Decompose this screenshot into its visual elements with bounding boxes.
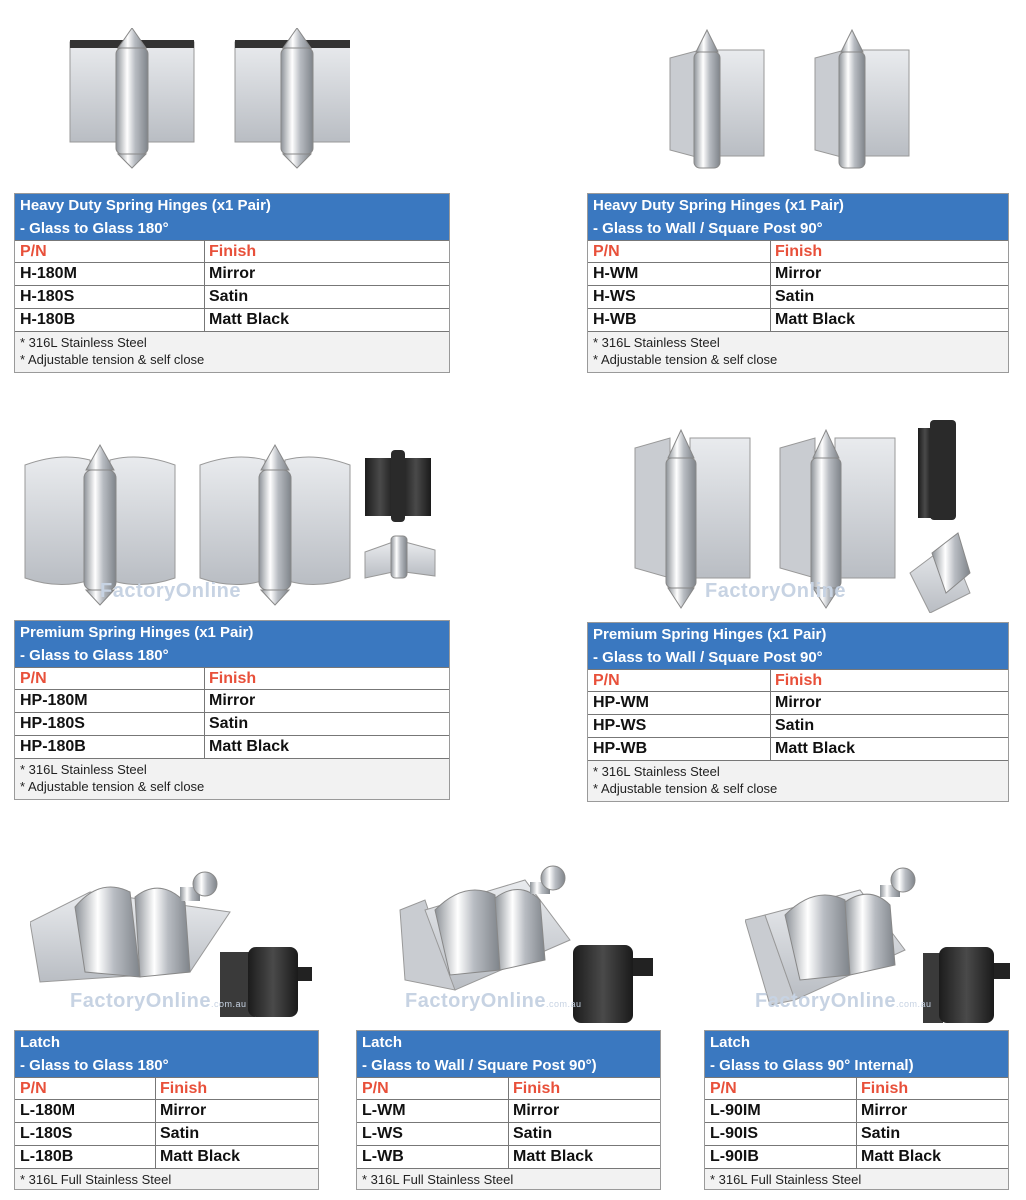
table-row (357, 1145, 660, 1168)
hinge-mirror-image (70, 28, 194, 168)
part-number: L-180M (15, 1100, 156, 1122)
note-line: * 316L Full Stainless Steel (362, 1172, 514, 1187)
finish: Satin (513, 1125, 553, 1142)
spec-title-line1: Latch (20, 1034, 61, 1051)
note-line: * 316L Stainless Steel (593, 764, 720, 779)
column-pn: P/N (15, 668, 205, 689)
column-pn: P/N (357, 1078, 509, 1099)
finish: Satin (775, 717, 815, 734)
finish: Matt Black (513, 1148, 594, 1165)
spec-table (14, 620, 450, 800)
hinge-open-image (365, 536, 435, 578)
note-line: * 316L Full Stainless Steel (20, 1172, 172, 1187)
finish: Satin (775, 288, 815, 305)
spec-title-line1: Heavy Duty Spring Hinges (x1 Pair) (593, 197, 844, 214)
part-number: HP-180M (15, 690, 205, 712)
spec-title (588, 623, 1008, 669)
spec-title (15, 194, 449, 240)
column-finish: Finish (775, 243, 823, 260)
note-line: * 316L Full Stainless Steel (710, 1172, 862, 1187)
table-row (15, 712, 449, 735)
spec-table (704, 1030, 1009, 1190)
table-row (15, 689, 449, 712)
part-number: HP-180S (15, 713, 205, 735)
note-line: * 316L Stainless Steel (20, 762, 147, 777)
table-row (588, 714, 1008, 737)
part-number: H-180B (15, 309, 205, 331)
column-pn: P/N (15, 241, 205, 262)
column-pn: P/N (588, 670, 771, 691)
finish: Satin (861, 1125, 901, 1142)
spec-title-line2: - Glass to Glass 180° (20, 1057, 169, 1074)
finish: Mirror (209, 692, 256, 709)
hinge-product-image (60, 28, 350, 178)
finish: Mirror (209, 265, 256, 282)
spec-notes (588, 331, 1008, 372)
part-number: L-90IS (705, 1123, 857, 1145)
table-row (588, 691, 1008, 714)
finish: Satin (209, 715, 249, 732)
table-row (15, 735, 449, 758)
watermark: FactoryOnline (100, 580, 241, 602)
table-row (15, 1122, 318, 1145)
latch-black-image (923, 947, 1010, 1023)
table-row (15, 262, 449, 285)
column-finish: Finish (209, 243, 257, 260)
watermark: FactoryOnline.com.au (70, 990, 247, 1012)
note-line: * 316L Stainless Steel (593, 335, 720, 350)
table-row (15, 285, 449, 308)
spec-table (587, 622, 1009, 802)
watermark: FactoryOnline.com.au (405, 990, 582, 1012)
latch-black-image (573, 945, 653, 1023)
table-row (588, 737, 1008, 760)
spec-notes (15, 1168, 318, 1189)
part-number: L-90IM (705, 1100, 857, 1122)
latch-mirror-image (400, 866, 570, 990)
part-number: L-WB (357, 1146, 509, 1168)
finish: Mirror (513, 1102, 560, 1119)
hinge-satin-image (815, 30, 909, 168)
spec-title (15, 621, 449, 667)
spec-title (588, 194, 1008, 240)
table-row (705, 1122, 1008, 1145)
spec-title-line2: - Glass to Glass 180° (20, 647, 169, 664)
part-number: L-WS (357, 1123, 509, 1145)
table-row (15, 308, 449, 331)
note-line: * Adjustable tension & self close (593, 352, 778, 367)
hinge-satin-image (235, 28, 350, 168)
spec-notes (588, 760, 1008, 801)
finish: Matt Black (160, 1148, 241, 1165)
spec-notes (15, 758, 449, 799)
column-finish: Finish (160, 1080, 208, 1097)
spec-title (357, 1031, 660, 1077)
watermark: FactoryOnline (705, 580, 846, 602)
part-number: H-WB (588, 309, 771, 331)
latch-mirror-image (745, 868, 915, 1005)
table-row (588, 285, 1008, 308)
spec-title-line2: - Glass to Wall / Square Post 90° (593, 649, 823, 666)
finish: Satin (209, 288, 249, 305)
finish: Matt Black (209, 738, 290, 755)
finish: Mirror (775, 265, 822, 282)
spec-notes (15, 331, 449, 372)
spec-table (14, 193, 450, 373)
spec-table (14, 1030, 319, 1190)
part-number: HP-WB (588, 738, 771, 760)
column-pn: P/N (15, 1078, 156, 1099)
spec-column-headers (588, 240, 1008, 262)
spec-table (587, 193, 1009, 373)
spec-notes (357, 1168, 660, 1189)
note-line: * Adjustable tension & self close (593, 781, 778, 796)
part-number: H-WM (588, 263, 771, 285)
part-number: H-180S (15, 286, 205, 308)
spec-title-line1: Heavy Duty Spring Hinges (x1 Pair) (20, 197, 271, 214)
finish: Matt Black (775, 311, 856, 328)
spec-column-headers (15, 667, 449, 689)
table-row (705, 1099, 1008, 1122)
finish: Mirror (775, 694, 822, 711)
column-finish: Finish (513, 1080, 561, 1097)
spec-column-headers (15, 240, 449, 262)
finish: Mirror (160, 1102, 207, 1119)
spec-column-headers (15, 1077, 318, 1099)
finish: Matt Black (209, 311, 290, 328)
column-finish: Finish (209, 670, 257, 687)
finish: Satin (160, 1125, 200, 1142)
hinge-open-image (910, 533, 970, 613)
spec-title-line1: Premium Spring Hinges (x1 Pair) (593, 626, 827, 643)
spec-title (705, 1031, 1008, 1077)
column-pn: P/N (588, 241, 771, 262)
spec-title-line2: - Glass to Wall / Square Post 90°) (362, 1057, 597, 1074)
spec-title-line1: Latch (710, 1034, 751, 1051)
finish: Mirror (861, 1102, 908, 1119)
table-row (15, 1099, 318, 1122)
spec-title-line1: Premium Spring Hinges (x1 Pair) (20, 624, 254, 641)
hinge-black-image (918, 420, 956, 520)
column-pn: P/N (705, 1078, 857, 1099)
column-finish: Finish (861, 1080, 909, 1097)
part-number: L-90IB (705, 1146, 857, 1168)
table-row (588, 308, 1008, 331)
part-number: L-180B (15, 1146, 156, 1168)
table-row (357, 1099, 660, 1122)
part-number: H-180M (15, 263, 205, 285)
spec-title-line2: - Glass to Glass 180° (20, 220, 169, 237)
part-number: HP-180B (15, 736, 205, 758)
part-number: L-180S (15, 1123, 156, 1145)
table-row (357, 1122, 660, 1145)
table-row (15, 1145, 318, 1168)
table-row (588, 262, 1008, 285)
spec-table (356, 1030, 661, 1190)
column-finish: Finish (775, 672, 823, 689)
finish: Matt Black (775, 740, 856, 757)
note-line: * 316L Stainless Steel (20, 335, 147, 350)
spec-title (15, 1031, 318, 1077)
hinge-black-image (365, 450, 431, 522)
spec-title-line2: - Glass to Glass 90° Internal) (710, 1057, 914, 1074)
spec-column-headers (357, 1077, 660, 1099)
hinge-mirror-image (670, 30, 764, 168)
spec-title-line2: - Glass to Wall / Square Post 90° (593, 220, 823, 237)
note-line: * Adjustable tension & self close (20, 352, 205, 367)
part-number: HP-WM (588, 692, 771, 714)
note-line: * Adjustable tension & self close (20, 779, 205, 794)
part-number: HP-WS (588, 715, 771, 737)
spec-title-line1: Latch (362, 1034, 403, 1051)
part-number: L-WM (357, 1100, 509, 1122)
latch-mirror-image (30, 872, 230, 982)
hinge-product-image (660, 28, 920, 183)
spec-column-headers (588, 669, 1008, 691)
spec-column-headers (705, 1077, 1008, 1099)
table-row (705, 1145, 1008, 1168)
spec-notes (705, 1168, 1008, 1189)
finish: Matt Black (861, 1148, 942, 1165)
watermark: FactoryOnline.com.au (755, 990, 932, 1012)
part-number: H-WS (588, 286, 771, 308)
